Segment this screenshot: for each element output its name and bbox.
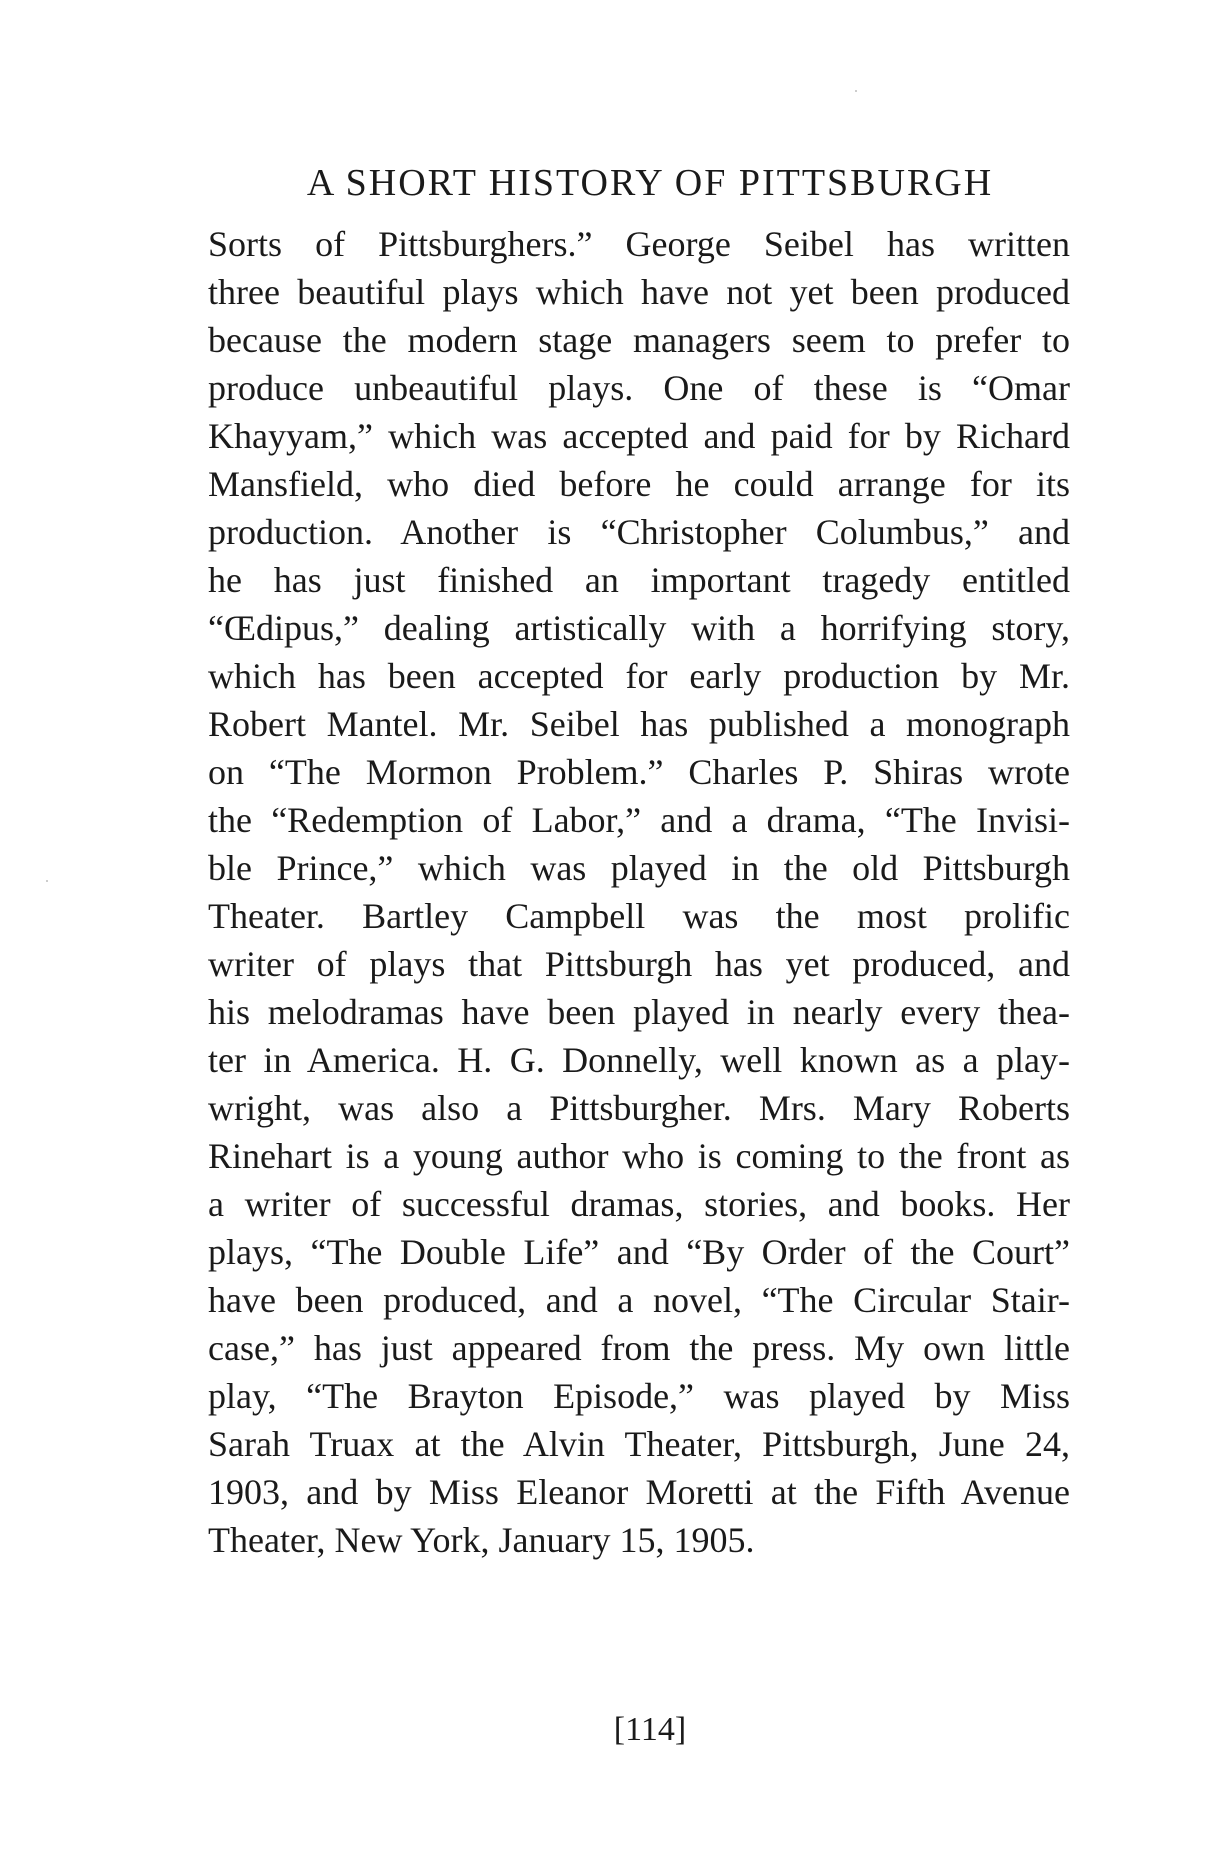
text-line: Sarah Truax at the Alvin Theater, Pittsburgh, June 24, bbox=[208, 1424, 1070, 1464]
text-line: Robert Mantel. Mr. Seibel has published a monograph bbox=[208, 704, 1070, 744]
page-number: [114] bbox=[613, 1711, 687, 1748]
text-line: Mansfield, who died before he could arrange for its bbox=[208, 464, 1070, 504]
body-paragraph bbox=[208, 220, 1070, 1564]
text-line: case,” has just appeared from the press. My own little bbox=[208, 1328, 1070, 1368]
running-head-title: A SHORT HISTORY OF PITTSBURGH bbox=[306, 162, 994, 204]
text-line: which has been accepted for early production by Mr. bbox=[208, 656, 1070, 696]
text-line: have been produced, and a novel, “The Circular Stair- bbox=[208, 1280, 1070, 1320]
text-line: his melodramas have been played in nearly every thea- bbox=[208, 992, 1070, 1032]
text-line: Theater. Bartley Campbell was the most prolific bbox=[208, 896, 1070, 936]
text-line: play, “The Brayton Episode,” was played by Miss bbox=[208, 1376, 1070, 1416]
text-line: three beautiful plays which have not yet been produced bbox=[208, 272, 1070, 312]
text-line: plays, “The Double Life” and “By Order of the Court” bbox=[208, 1232, 1070, 1272]
text-line: he has just finished an important tragedy entitled bbox=[208, 560, 1070, 600]
text-line: production. Another is “Christopher Columbus,” and bbox=[208, 512, 1070, 552]
text-line: a writer of successful dramas, stories, and books. Her bbox=[208, 1184, 1070, 1224]
text-line: “Œdipus,” dealing artistically with a horrifying story, bbox=[208, 608, 1070, 648]
paper-speck bbox=[855, 90, 857, 92]
text-line: 1903, and by Miss Eleanor Moretti at the Fifth Avenue bbox=[208, 1472, 1070, 1512]
text-line: because the modern stage managers seem to prefer to bbox=[208, 320, 1070, 360]
text-line: the “Redemption of Labor,” and a drama, “The Invisi- bbox=[208, 800, 1070, 840]
text-line: on “The Mormon Problem.” Charles P. Shiras wrote bbox=[208, 752, 1070, 792]
text-line: Khayyam,” which was accepted and paid for by Richard bbox=[208, 416, 1070, 456]
text-line: produce unbeautiful plays. One of these is “Omar bbox=[208, 368, 1070, 408]
text-line: Theater, New York, January 15, 1905. bbox=[208, 1520, 755, 1560]
text-line: Rinehart is a young author who is coming to the front as bbox=[208, 1136, 1070, 1176]
text-line: writer of plays that Pittsburgh has yet produced, and bbox=[208, 944, 1070, 984]
paper-speck bbox=[46, 880, 48, 882]
text-line: wright, was also a Pittsburgher. Mrs. Mary Roberts bbox=[208, 1088, 1070, 1128]
text-line: ter in America. H. G. Donnelly, well known as a play- bbox=[208, 1040, 1070, 1080]
text-line: ble Prince,” which was played in the old Pittsburgh bbox=[208, 848, 1070, 888]
text-line: Sorts of Pittsburghers.” George Seibel has written bbox=[208, 224, 1070, 264]
